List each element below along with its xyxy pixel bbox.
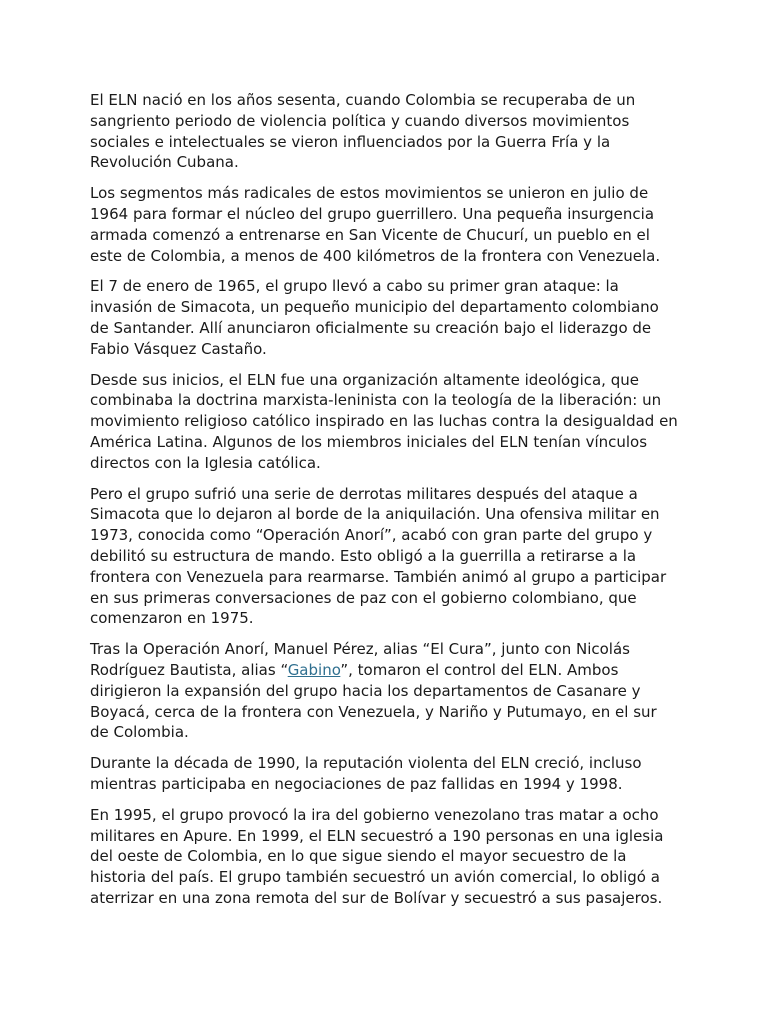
article-body: [90, 90, 680, 919]
paragraph-5: Pero el grupo sufrió una serie de derrotas militares después del ataque a Simacota que lo dejaron al borde de la aniquilación. Una ofensiva militar en 1973, conocida como “Operación Anorí”, acabó con gran parte del grupo y debilitó su estructura de mando. Esto obligó a la guerrilla a retirarse a la frontera con Venezuela para rearmarse. También animó al grupo a participar en sus primeras conversaciones de paz con el gobierno colombiano, que comenzaron en 1975.: [90, 484, 667, 628]
paragraph-2: Los segmentos más radicales de estos movimientos se unieron en julio de 1964 para formar el núcleo del grupo guerrillero. Una pequeña insurgencia armada comenzó a entrenarse en San Vicente de Chucurí, un pueblo en el este de Colombia, a menos de 400 kilómetros de la frontera con Venezuela.: [90, 184, 661, 265]
gabino-link[interactable]: Gabino: [287, 660, 341, 679]
paragraph-1: El ELN nació en los años sesenta, cuando Colombia se recuperaba de un sangriento periodo de violencia política y cuando diversos movimientos sociales e intelectuales se vieron influenciados por la Guerra Fría y la Revolución Cubana.: [90, 91, 636, 172]
paragraph-6: [90, 639, 680, 743]
paragraph-6-text-after: ”, tomaron el control del ELN. Ambos dirigieron la expansión del grupo hacia los departamentos de Casanare y Boyacá, cerca de la frontera con Venezuela, y Nariño y Putumayo, en el sur de Colombia.: [90, 660, 657, 742]
paragraph-4: Desde sus inicios, el ELN fue una organización altamente ideológica, que combinaba la doctrina marxista-leninista con la teología de la liberación: un movimiento religioso católico inspirado en las luchas contra la desigualdad en América Latina. Algunos de los miembros iniciales del ELN tenían vínculos directos con la Iglesia católica.: [90, 370, 678, 472]
paragraph-3: El 7 de enero de 1965, el grupo llevó a cabo su primer gran ataque: la invasión de Simacota, un pequeño municipio del departamento colombiano de Santander. Allí anunciaron oficialmente su creación bajo el liderazgo de Fabio Vásquez Castaño.: [90, 277, 659, 358]
paragraph-8: En 1995, el grupo provocó la ira del gobierno venezolano tras matar a ocho militares en Apure. En 1999, el ELN secuestró a 190 personas en una iglesia del oeste de Colombia, en lo que sigue siendo el mayor secuestro de la historia del país. El grupo también secuestró un avión comercial, lo obligó a aterrizar en una zona remota del sur de Bolívar y secuestró a sus pasajeros.: [90, 805, 664, 907]
paragraph-6-text-before: Tras la Operación Anorí, Manuel Pérez, alias “El Cura”, junto con Nicolás Rodríguez Bautista, alias “: [90, 640, 630, 679]
paragraph-7: Durante la década de 1990, la reputación violenta del ELN creció, incluso mientras participaba en negociaciones de paz fallidas en 1994 y 1998.: [90, 754, 642, 793]
